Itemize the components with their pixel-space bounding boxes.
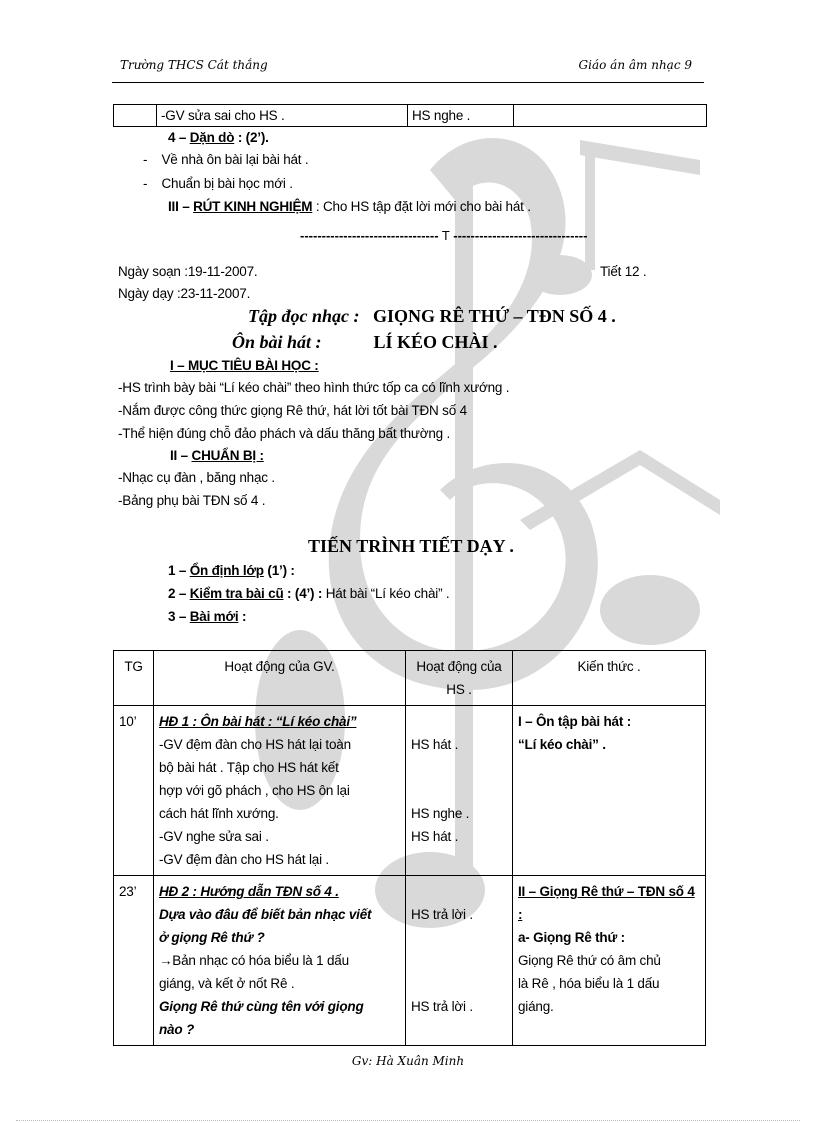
list-item: -HS trình bày bài “Lí kéo chài” theo hình thức tốp ca có lĩnh xướng . bbox=[118, 380, 510, 395]
footer-author: Gv: Hà Xuân Minh bbox=[351, 1054, 465, 1068]
lesson-divider bbox=[300, 228, 587, 243]
table-cell bbox=[114, 105, 157, 127]
activity-line: bộ bài hát . Tập cho HS hát kết bbox=[159, 760, 339, 775]
table-header-row bbox=[114, 651, 706, 706]
divider-dashes: -------------------------------- bbox=[300, 228, 439, 243]
step-number: 2 – bbox=[168, 586, 190, 601]
table-cell: -GV sửa sai cho HS . bbox=[157, 105, 408, 127]
step-number: 3 – bbox=[168, 609, 190, 624]
date-prepared: Ngày soạn :19-11-2007. bbox=[118, 264, 258, 279]
activity-line: HS hát . bbox=[411, 737, 459, 752]
lesson-title-song bbox=[232, 332, 498, 353]
table-row bbox=[114, 706, 706, 876]
step-time: : bbox=[238, 609, 247, 624]
student-activity-cell bbox=[406, 706, 513, 876]
time-cell: 23’ bbox=[114, 876, 154, 1046]
knowledge-subtitle: “Lí kéo chài” . bbox=[518, 737, 606, 752]
header-school: Trường THCS Cát thắng bbox=[120, 58, 268, 72]
lesson-table bbox=[113, 650, 706, 1046]
step-time: (1’) : bbox=[263, 563, 295, 578]
step-3 bbox=[168, 609, 246, 624]
table-row bbox=[114, 876, 706, 1046]
table-cell bbox=[514, 105, 707, 127]
continuation-table bbox=[113, 104, 707, 127]
section-number: II – bbox=[170, 448, 192, 463]
knowledge-line: là Rê , hóa biểu là 1 dấu bbox=[518, 976, 660, 991]
section-II-heading bbox=[170, 448, 264, 463]
activity-question: nào ? bbox=[159, 1022, 194, 1037]
section-number: 4 – bbox=[168, 130, 190, 145]
activity-question: Dựa vào đâu để biết bản nhạc viết bbox=[159, 907, 372, 922]
activity-line: hợp với gõ phách , cho HS ôn lại bbox=[159, 783, 350, 798]
section-III-heading bbox=[168, 199, 531, 214]
step-number: 1 – bbox=[168, 563, 190, 578]
divider-mark: T bbox=[438, 228, 454, 243]
section-number: III – bbox=[168, 199, 194, 214]
header-subject: Giáo án âm nhạc 9 bbox=[578, 58, 692, 72]
step-title: Ổn định lớp bbox=[189, 563, 264, 578]
activity-question: Giọng Rê thứ cùng tên với giọng bbox=[159, 999, 364, 1014]
knowledge-cell bbox=[513, 876, 706, 1046]
teacher-activity-cell bbox=[154, 876, 406, 1046]
list-item: - Về nhà ôn bài lại bài hát . bbox=[143, 152, 309, 167]
knowledge-line: giáng. bbox=[518, 999, 554, 1014]
lesson-title: LÍ KÉO CHÀI . bbox=[373, 332, 498, 352]
activity-line: →Bản nhạc có hóa biểu là 1 dấu bbox=[159, 953, 349, 968]
table-row bbox=[114, 105, 707, 127]
lesson-title-tdn bbox=[248, 306, 616, 327]
activity-line: giáng, và kết ở nốt Rê . bbox=[159, 976, 295, 991]
section-text: : Cho HS tập đặt lời mới cho bài hát . bbox=[312, 199, 531, 214]
knowledge-line: Giọng Rê thứ có âm chủ bbox=[518, 953, 661, 968]
time-cell: 10’ bbox=[114, 706, 154, 876]
step-title: Kiểm tra bài cũ bbox=[189, 586, 284, 601]
column-header: Hoạt động của GV. bbox=[154, 651, 406, 706]
process-title: TIẾN TRÌNH TIẾT DẠY . bbox=[308, 536, 514, 556]
list-item: -Thể hiện đúng chỗ đảo phách và dấu thăng bất thường . bbox=[118, 426, 451, 441]
knowledge-title-text: I – Ôn tập bài hát : bbox=[518, 714, 632, 729]
activity-line: -GV nghe sửa sai . bbox=[159, 829, 269, 844]
table-cell: HS nghe . bbox=[408, 105, 514, 127]
activity-line: -GV đệm đàn cho HS hát lại toàn bbox=[159, 737, 351, 752]
activity-title: HĐ 1 : Ôn bài hát : “Lí kéo chài” bbox=[159, 714, 357, 729]
section-4-heading bbox=[168, 130, 269, 145]
list-item: - Chuẩn bị bài học mới . bbox=[143, 176, 293, 191]
activity-line: cách hát lĩnh xướng. bbox=[159, 806, 279, 821]
step-text: Hát bài “Lí kéo chài” . bbox=[322, 586, 450, 601]
lesson-title: GIỌNG RÊ THỨ – TĐN SỐ 4 . bbox=[373, 306, 616, 326]
list-item: -Nhạc cụ đàn , băng nhạc . bbox=[118, 470, 275, 485]
teacher-activity-cell bbox=[154, 706, 406, 876]
knowledge-title bbox=[518, 710, 700, 733]
knowledge-cell bbox=[513, 706, 706, 876]
step-2 bbox=[168, 586, 449, 601]
spacer bbox=[411, 926, 507, 995]
activity-line: HS trả lời . bbox=[411, 999, 473, 1014]
knowledge-title: II – Giọng Rê thứ – TĐN số 4 : bbox=[518, 884, 695, 922]
divider-dashes: ------------------------------- bbox=[453, 228, 588, 243]
lesson-label: Tập đọc nhạc : bbox=[248, 306, 360, 326]
lesson-label: Ôn bài hát : bbox=[232, 332, 322, 352]
activity-line bbox=[411, 779, 507, 802]
footer-rule bbox=[16, 1120, 800, 1121]
activity-line: HS trả lời . bbox=[411, 907, 473, 922]
list-item: -Bảng phụ bài TĐN số 4 . bbox=[118, 493, 266, 508]
section-I-heading: I – MỤC TIÊU BÀI HỌC : bbox=[170, 358, 319, 373]
section-title: Dặn dò bbox=[189, 130, 235, 145]
activity-line: HS hát . bbox=[411, 829, 459, 844]
activity-line bbox=[411, 710, 507, 733]
knowledge-subtitle: a- Giọng Rê thứ : bbox=[518, 930, 625, 945]
step-time: : (4’) : bbox=[283, 586, 323, 601]
step-title: Bài mới bbox=[189, 609, 239, 624]
activity-question: ở giọng Rê thứ ? bbox=[159, 930, 265, 945]
date-taught: Ngày dạy :23-11-2007. bbox=[118, 286, 251, 301]
bullet-text: Về nhà ôn bài lại bài hát . bbox=[161, 152, 309, 167]
column-header: Hoạt động của HS . bbox=[406, 651, 513, 706]
spacer bbox=[411, 880, 507, 903]
activity-title: HĐ 2 : Hướng dẫn TĐN số 4 . bbox=[159, 884, 339, 899]
section-time: : (2’). bbox=[234, 130, 269, 145]
section-title: CHUẨN BỊ : bbox=[191, 448, 264, 463]
bullet-text: Chuẩn bị bài học mới . bbox=[161, 176, 293, 191]
lesson-period: Tiết 12 . bbox=[600, 264, 647, 279]
step-1 bbox=[168, 563, 295, 578]
header-rule bbox=[112, 82, 704, 83]
activity-line: HS nghe . bbox=[411, 806, 470, 821]
section-title: RÚT KINH NGHIỆM bbox=[193, 199, 313, 214]
student-activity-cell bbox=[406, 876, 513, 1046]
activity-line: -GV đệm đàn cho HS hát lại . bbox=[159, 852, 329, 867]
activity-line bbox=[411, 756, 507, 779]
column-header: Kiến thức . bbox=[513, 651, 706, 706]
list-item: -Nắm được công thức giọng Rê thứ, hát lời tốt bài TĐN số 4 bbox=[118, 403, 467, 418]
column-header: TG bbox=[114, 651, 154, 706]
